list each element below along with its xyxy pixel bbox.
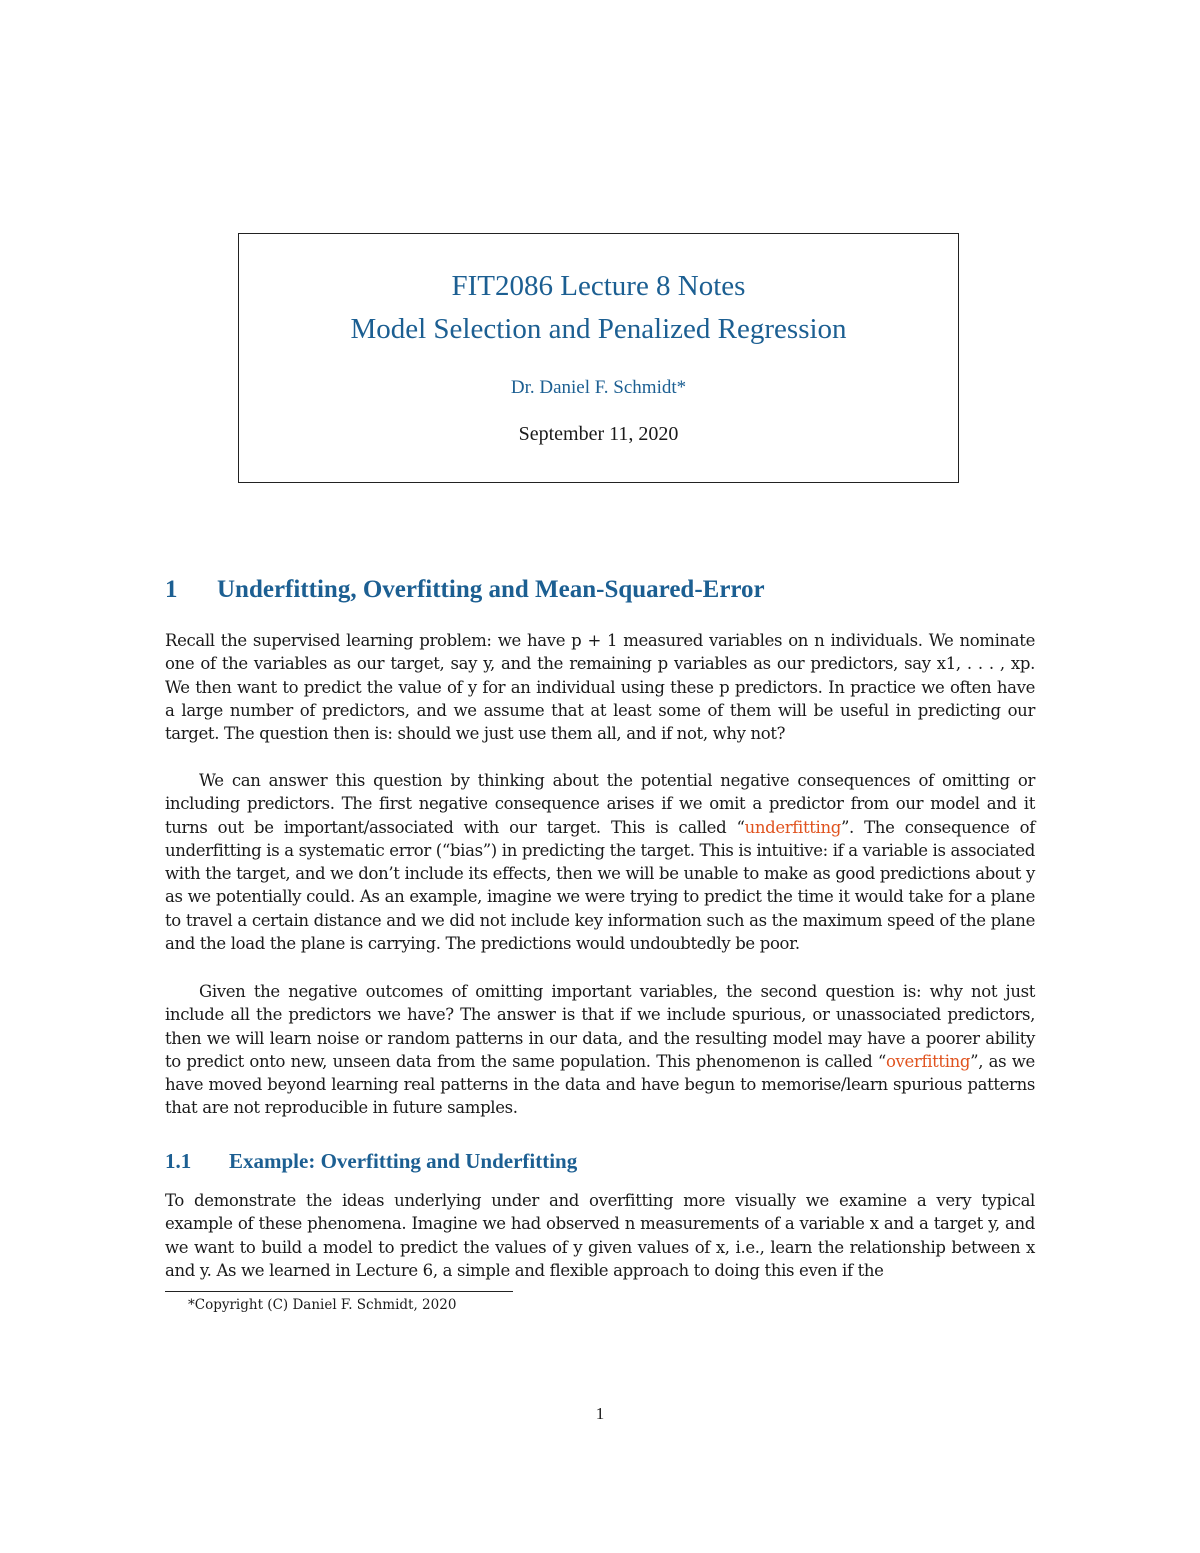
overfitting-term: overfitting bbox=[885, 1051, 971, 1071]
paragraph-3-text-b: ”, as we have moved beyond learning real patterns in the data and have begun to memorise/learn spurious patterns that are not reproducible in future samples. bbox=[165, 1051, 1035, 1118]
paragraph-3-text-a: Given the negative outcomes of omitting important variables, the second question is: why not just include all the predictors we have? The answer is that if we include spurious, or unassociated predictors, then we will learn noise or random patterns in our data, and the resulting model may have a poorer ability to predict onto new, unseen data from the same population. This phenomenon is called “ bbox=[165, 982, 1035, 1071]
document-subtitle: Model Selection and Penalized Regression bbox=[350, 313, 847, 345]
paragraph-2-text-b: ”. The consequence of underfitting is a systematic error (“bias”) in predicting the target. This is intuitive: if a variable is associated with the target, and we don’t include its effects, then we will be unable to make as good predictions about y as we potentially could. As an example, imagine we were trying to predict the time it would take for a plane to travel a certain distance and we did not include key information such as the maximum speed of the plane and the load the plane is carrying. The predictions would undoubtedly be poor. bbox=[165, 817, 1035, 954]
subsection-heading bbox=[165, 1149, 577, 1174]
subsection-title: Example: Overfitting and Underfitting bbox=[229, 1149, 578, 1173]
underfitting-term: underfitting bbox=[744, 817, 841, 837]
paragraph-4: To demonstrate the ideas underlying under and overfitting more visually we examine a very typical example of these phenomena. Imagine we had observed n measurements of a variable x and a target y, and we want to build a model to predict the values of y given values of x, i.e., learn the relationship between x and y. As we learned in Lecture 6, a simple and flexible approach to doing this even if the bbox=[165, 1191, 1035, 1280]
subsection-number: 1.1 bbox=[165, 1149, 192, 1173]
author: Dr. Daniel F. Schmidt* bbox=[510, 377, 687, 398]
section-number: 1 bbox=[165, 576, 178, 603]
paragraph-3 bbox=[165, 980, 1035, 1120]
document-title: FIT2086 Lecture 8 Notes bbox=[451, 270, 746, 302]
paragraph-1: Recall the supervised learning problem: we have p + 1 measured variables on n individuals. We nominate one of the variables as our target, say y, and the remaining p variables as our predictors, say x1, . . . , xp. We then want to predict the value of y for an individual using these p predictors. In practice we often have a large number of predictors, and we assume that at least some of them will be useful in predicting our target. The question then is: should we just use them all, and if not, why not? bbox=[165, 631, 1035, 744]
footnote-rule bbox=[165, 1291, 513, 1292]
paragraph-2-text-a: We can answer this question by thinking about the potential negative consequences of omitting or including predictors. The first negative consequence arises if we omit a predictor from our model and it turns out be important/associated with our target. This is called “ bbox=[165, 771, 1035, 837]
page-number: 1 bbox=[595, 1404, 605, 1423]
paragraph-2 bbox=[165, 769, 1035, 955]
footnote: *Copyright (C) Daniel F. Schmidt, 2020 bbox=[188, 1297, 457, 1313]
section-heading bbox=[165, 576, 765, 604]
section-title: Underfitting, Overfitting and Mean-Squared-Error bbox=[217, 576, 765, 603]
title-box bbox=[238, 233, 959, 483]
date: September 11, 2020 bbox=[518, 423, 679, 445]
